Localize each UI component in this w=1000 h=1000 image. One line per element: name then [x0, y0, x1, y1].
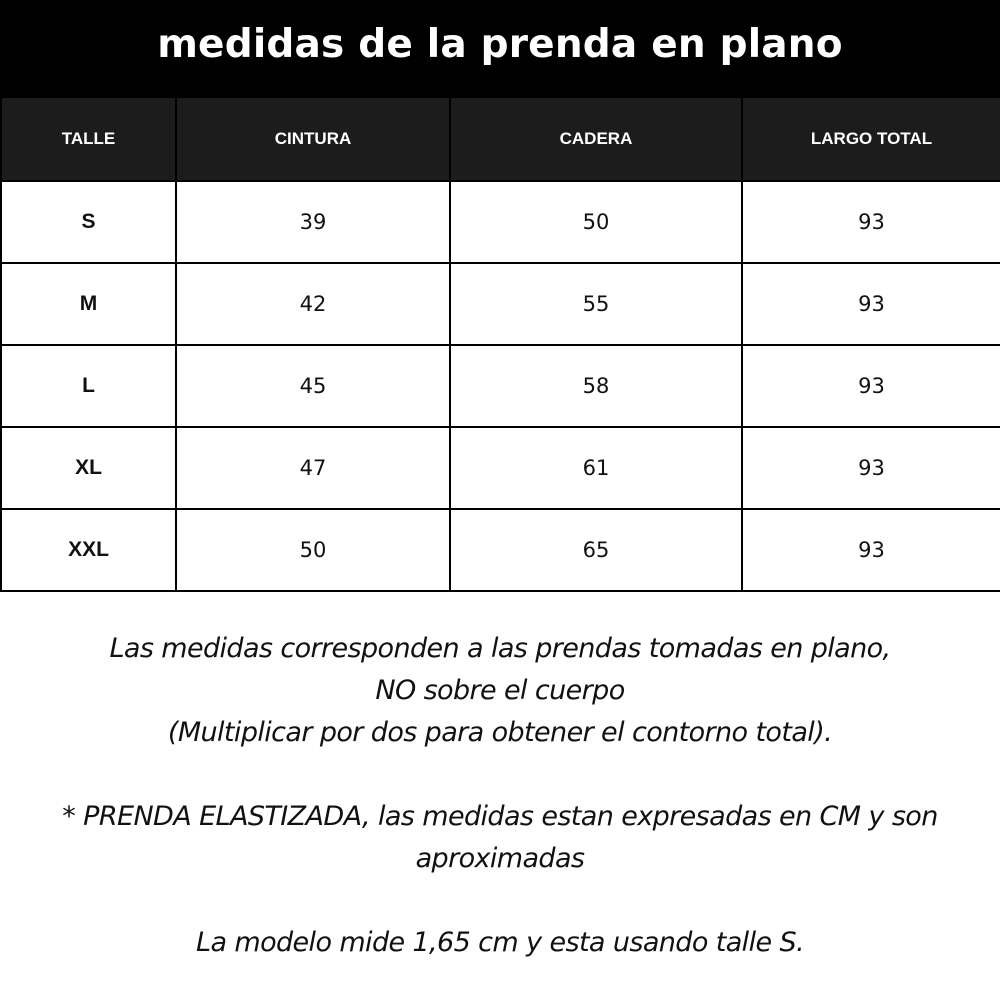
- size-cell: XL: [1, 427, 176, 509]
- size-table: [0, 96, 1000, 592]
- cintura-cell: 50: [176, 509, 450, 591]
- note-line: Las medidas corresponden a las prendas tomadas en plano,: [109, 633, 891, 664]
- cadera-cell: 65: [450, 509, 742, 591]
- cintura-cell: 45: [176, 345, 450, 427]
- header-row: [1, 97, 1000, 181]
- cadera-cell: 55: [450, 263, 742, 345]
- table-row: [1, 427, 1000, 509]
- size-cell: XXL: [1, 509, 176, 591]
- cadera-cell: 58: [450, 345, 742, 427]
- note-line: (Multiplicar por dos para obtener el contorno total).: [167, 717, 833, 748]
- cintura-cell: 42: [176, 263, 450, 345]
- header-cadera: CADERA: [450, 97, 742, 181]
- measurement-notes: [30, 628, 970, 964]
- table-row: [1, 345, 1000, 427]
- note-line: aproximadas: [415, 843, 585, 874]
- largo-cell: 93: [742, 427, 1000, 509]
- size-cell: L: [1, 345, 176, 427]
- note-line: * PRENDA ELASTIZADA, las medidas estan expresadas en CM y son: [62, 801, 938, 832]
- cadera-cell: 50: [450, 181, 742, 263]
- size-cell: S: [1, 181, 176, 263]
- table-header: [1, 97, 1000, 181]
- header-cintura: CINTURA: [176, 97, 450, 181]
- cadera-cell: 61: [450, 427, 742, 509]
- header-largo-total: LARGO TOTAL: [742, 97, 1000, 181]
- largo-cell: 93: [742, 509, 1000, 591]
- largo-cell: 93: [742, 181, 1000, 263]
- table-row: [1, 181, 1000, 263]
- table-body: [1, 181, 1000, 591]
- header-talle: TALLE: [1, 97, 176, 181]
- table-row: [1, 509, 1000, 591]
- cintura-cell: 47: [176, 427, 450, 509]
- table-row: [1, 263, 1000, 345]
- page-title: medidas de la prenda en plano: [157, 21, 843, 67]
- largo-cell: 93: [742, 263, 1000, 345]
- largo-cell: 93: [742, 345, 1000, 427]
- cintura-cell: 39: [176, 181, 450, 263]
- note-spacer: [30, 880, 970, 922]
- title-bar: [0, 0, 1000, 96]
- note-spacer: [30, 754, 970, 796]
- note-line: NO sobre el cuerpo: [375, 675, 625, 706]
- note-line: La modelo mide 1,65 cm y esta usando talle S.: [196, 927, 804, 958]
- size-cell: M: [1, 263, 176, 345]
